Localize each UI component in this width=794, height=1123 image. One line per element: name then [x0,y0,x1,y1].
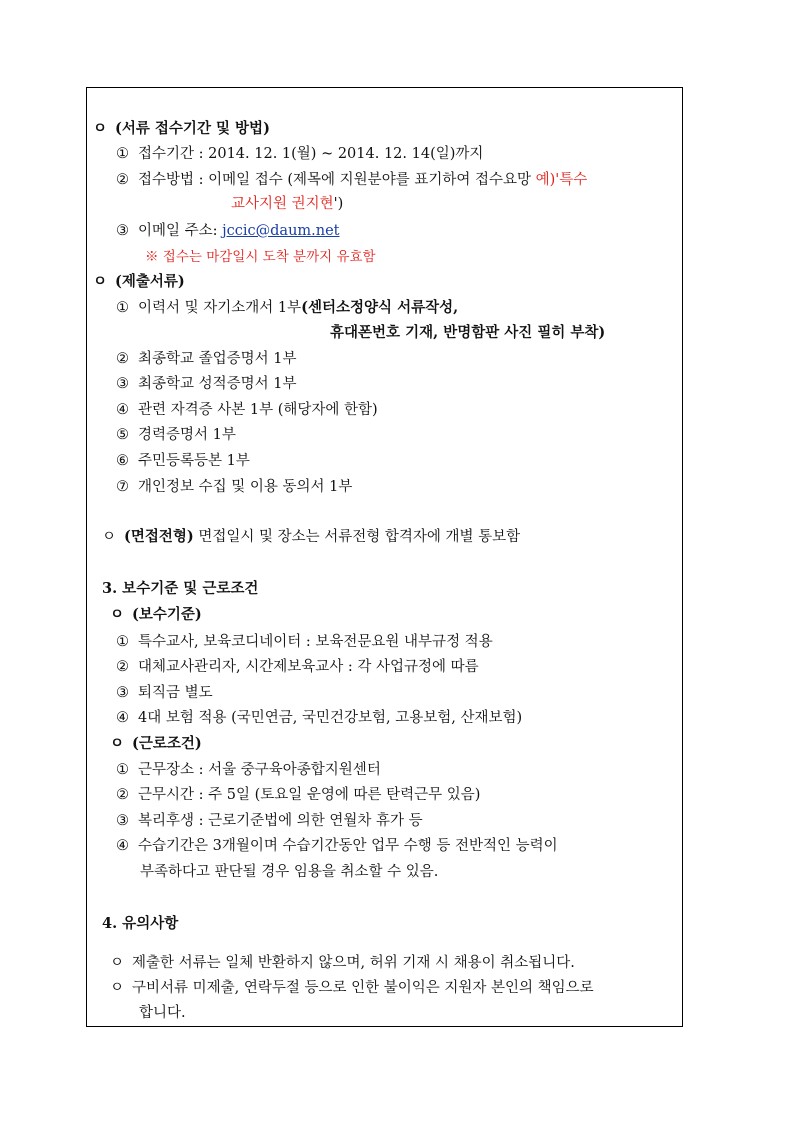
email-link[interactable]: jccic@daum.net [222,223,340,239]
list-item-bold: (센터소정양식 서류작성, [301,299,459,316]
list-item-text: 근무장소 : 서울 중구육아종합지원센터 [138,762,381,778]
interview-label: (면접전형) [124,528,194,545]
list-item-text: 경력증명서 1부 [138,427,236,443]
list-item [116,374,297,394]
circle-bullet-icon: ㅇ [110,735,125,752]
list-item-text: 관련 자격증 사본 1부 (해당자에 한함) [138,402,378,418]
pay-heading [110,605,202,625]
item-number: ① [116,634,129,650]
method-item [116,170,587,190]
item-number: ① [116,300,129,316]
item-number: ① [116,762,129,778]
item-number: ③ [116,813,129,829]
item-number: ③ [116,223,129,239]
notice-item-cont: 합니다. [139,1005,186,1021]
list-item-text: 수습기간은 3개월이며 수습기간동안 업무 수행 등 전반적인 능력이 [138,838,558,854]
submit-heading-text: (제출서류) [115,273,185,290]
list-item [116,298,458,318]
circle-bullet-icon: ㅇ [110,980,125,996]
notice-item [110,953,575,973]
list-item [116,785,480,805]
circle-bullet-icon: ㅇ [110,606,125,623]
work-heading-text: (근로조건) [132,735,202,752]
circle-bullet-icon: ㅇ [93,120,108,137]
item-number: ② [116,787,129,803]
method-text: 접수방법 : 이메일 접수 (제목에 지원분야를 표기하여 접수요망 [138,172,536,188]
list-item [116,708,522,728]
list-item [116,836,558,856]
period-item [116,144,483,164]
list-item [116,400,378,420]
method-heading-text: (서류 접수기간 및 방법) [115,120,270,137]
list-item-text: 대체교사관리자, 시간제보육교사 : 각 사업규정에 따름 [138,659,479,675]
section4-title: 4. 유의사항 [102,915,179,932]
circle-bullet-icon: ㅇ [110,955,125,971]
list-item-text: 주민등록등본 1부 [138,453,250,469]
list-item-text: 최종학교 졸업증명서 1부 [138,351,297,367]
item-number: ② [116,659,129,675]
list-item-text: 근무시간 : 주 5일 (토요일 운영에 따른 탄력근무 있음) [138,787,481,803]
item-number: ③ [116,685,129,701]
item-number: ⑦ [116,479,129,495]
notice-text: 제출한 서류는 일체 반환하지 않으며, 허위 기재 시 채용이 취소됩니다. [132,955,575,971]
item-number: ① [116,146,129,162]
method-close: ') [333,196,344,212]
list-item-text: 최종학교 성적증명서 1부 [138,376,297,392]
list-item-cont: 휴대폰번호 기재, 반명함판 사진 필히 부착) [330,324,606,341]
circle-bullet-icon: ㅇ [93,273,108,290]
notice-text: 구비서류 미제출, 연락두절 등으로 인한 불이익은 지원자 본인의 책임으로 [132,980,594,996]
item-number: ④ [116,838,129,854]
list-item-text: 개인정보 수집 및 이용 동의서 1부 [138,479,353,495]
submit-heading [93,272,185,292]
item-number: ⑤ [116,427,129,443]
item-number: ④ [116,402,129,418]
deadline-note: ※ 접수는 마감일시 도착 분까지 유효함 [145,249,376,265]
method-example-red-cont: 교사지원 권지현 [231,196,334,212]
list-item [116,760,381,780]
pay-heading-text: (보수기준) [132,606,202,623]
list-item [116,477,352,497]
item-number: ③ [116,376,129,392]
list-item-cont: 부족하다고 판단될 경우 임용을 취소할 수 있음. [140,864,439,880]
method-heading [93,119,270,139]
list-item-text: 퇴직금 별도 [138,685,213,701]
list-item-text: 복리후생 : 근로기준법에 의한 연월차 휴가 등 [138,813,423,829]
item-number: ② [116,172,129,188]
notice-item [110,978,594,998]
interview-text: 면접일시 및 장소는 서류전형 합격자에 개별 통보함 [193,529,521,545]
item-number: ④ [116,710,129,726]
item-number: ⑥ [116,453,129,469]
circle-bullet-icon: ㅇ [102,529,117,545]
period-text: 접수기간 : 2014. 12. 1(월) ~ 2014. 12. 14(일)까지 [138,146,484,162]
list-item [116,349,297,369]
list-item-text: 특수교사, 보육코디네이터 : 보육전문요원 내부규정 적용 [138,634,493,650]
email-label: 이메일 주소: [138,223,223,239]
section3-title: 3. 보수기준 및 근로조건 [102,580,259,597]
list-item-text: 4대 보험 적용 (국민연금, 국민건강보험, 고용보험, 산재보험) [138,710,523,726]
item-number: ② [116,351,129,367]
method-item-cont [231,194,343,214]
list-item [116,811,423,831]
method-example-red: 예)'특수 [535,172,588,188]
list-item-text: 이력서 및 자기소개서 1부 [138,300,302,316]
list-item [116,683,213,703]
interview-line [102,527,520,547]
work-heading [110,734,202,754]
list-item [116,451,250,471]
list-item [116,657,479,677]
email-item [116,221,340,241]
list-item [116,632,493,652]
list-item [116,425,236,445]
